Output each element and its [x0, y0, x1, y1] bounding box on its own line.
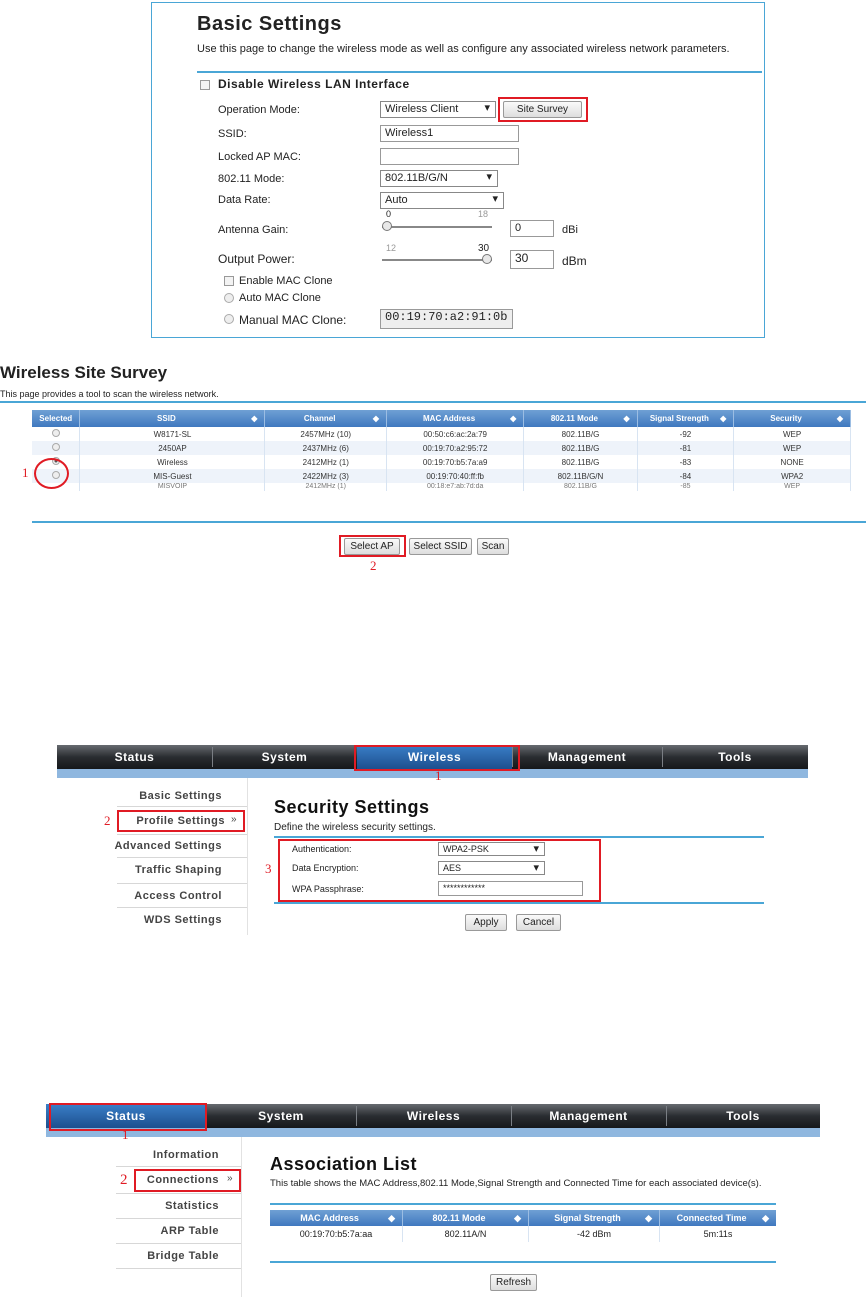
- sort-icon: ◆: [762, 1212, 769, 1223]
- encryption-value: AES: [443, 863, 462, 873]
- nav-wireless[interactable]: Wireless: [406, 1109, 461, 1123]
- chevron-right-icon: »: [231, 814, 237, 825]
- sidebar-item-access-control[interactable]: Access Control: [134, 890, 222, 902]
- cell-channel: 2457MHz (10): [265, 427, 387, 441]
- divider: [116, 1218, 241, 1219]
- ssid-input[interactable]: Wireless1: [380, 125, 519, 142]
- rate-value: Auto: [385, 194, 408, 206]
- divider: [116, 1268, 241, 1269]
- page-description: Use this page to change the wireless mode as well as configure any associated wireless network parameters.: [197, 43, 730, 55]
- chevron-right-icon: »: [227, 1173, 233, 1184]
- sort-icon: ◆: [251, 414, 258, 423]
- cell-mode: 802.11B/G/N: [524, 469, 637, 483]
- antenna-min: 0: [386, 209, 392, 219]
- col-label: 802.11 Mode: [550, 414, 598, 423]
- sidebar-item-wds-settings[interactable]: WDS Settings: [143, 914, 222, 926]
- sidebar-item-basic-settings[interactable]: Basic Settings: [139, 790, 222, 802]
- cell-signal: -92: [637, 427, 734, 441]
- highlight-selected-radio: [34, 458, 69, 489]
- cell-ssid: MIS-Guest: [80, 469, 265, 483]
- step-number: 2: [370, 558, 377, 573]
- nav-system[interactable]: System: [261, 750, 308, 764]
- sidebar-item-advanced-settings[interactable]: Advanced Settings: [114, 840, 222, 852]
- col-mode[interactable]: [403, 1210, 529, 1226]
- row-radio[interactable]: [52, 443, 60, 451]
- col-mode[interactable]: [524, 410, 637, 427]
- op-mode-label: Operation Mode:: [218, 104, 300, 116]
- page-description: This table shows the MAC Address,802.11 Mode,Signal Strength and Connected Time for each associated device(s).: [270, 1178, 762, 1189]
- cell-mode: 802.11B/G: [524, 455, 637, 469]
- table-header-row: [270, 1210, 776, 1226]
- col-mac[interactable]: [270, 1210, 403, 1226]
- divider: [274, 836, 764, 838]
- output-slider-track: [382, 259, 492, 261]
- apply-button[interactable]: Apply: [465, 914, 507, 931]
- nav-status[interactable]: Status: [46, 1104, 206, 1128]
- encryption-select[interactable]: [438, 861, 545, 875]
- nav-status[interactable]: Status: [114, 750, 155, 764]
- auto-clone-label: Auto MAC Clone: [239, 292, 321, 304]
- col-signal[interactable]: [637, 410, 734, 427]
- sidebar-item-statistics[interactable]: Statistics: [165, 1200, 219, 1212]
- table-row[interactable]: [32, 427, 851, 441]
- disable-wlan-checkbox[interactable]: [200, 80, 210, 90]
- sidebar-item-profile-settings[interactable]: Profile Settings: [136, 815, 225, 827]
- cancel-button[interactable]: Cancel: [516, 914, 561, 931]
- sidebar-item-bridge-table[interactable]: Bridge Table: [147, 1250, 219, 1262]
- refresh-button[interactable]: Refresh: [490, 1274, 537, 1291]
- table-row[interactable]: [32, 469, 851, 483]
- sort-icon: ◆: [372, 414, 380, 423]
- col-label: 802.11 Mode: [432, 1212, 486, 1223]
- step-number: 2: [104, 813, 111, 828]
- nav-management[interactable]: Management: [549, 1109, 628, 1123]
- divider: [116, 1243, 241, 1244]
- mode-label: 802.11 Mode:: [218, 173, 285, 185]
- cell-time: 5m:11s: [703, 1229, 733, 1239]
- divider: [117, 834, 247, 835]
- table-row[interactable]: [270, 1226, 776, 1242]
- col-mac[interactable]: [387, 410, 524, 427]
- divider: [270, 1203, 776, 1205]
- cell-security: WEP: [734, 483, 851, 491]
- sort-icon: ◆: [645, 1212, 652, 1223]
- survey-description: This page provides a tool to scan the wireless network.: [0, 389, 219, 399]
- ssid-label: SSID:: [218, 128, 247, 140]
- cell-channel: 2437MHz (6): [265, 441, 387, 455]
- cell-signal: -83: [637, 455, 734, 469]
- col-label: MAC Address: [423, 414, 476, 423]
- mac-clone-label: Enable MAC Clone: [239, 275, 333, 287]
- sort-icon: ◆: [510, 414, 517, 423]
- auth-value: WPA2-PSK: [443, 844, 489, 854]
- mode-value: 802.11B/G/N: [385, 172, 448, 184]
- cell-signal: -81: [637, 441, 734, 455]
- passphrase-label: WPA Passphrase:: [292, 884, 364, 894]
- nav-management[interactable]: Management: [547, 750, 627, 764]
- manual-clone-input[interactable]: 00:19:70:a2:91:0b: [380, 309, 513, 329]
- sort-icon: ◆: [514, 1212, 521, 1223]
- cell-channel: 2412MHz (1): [265, 483, 387, 491]
- mac-clone-checkbox[interactable]: [224, 276, 234, 286]
- nav-wireless[interactable]: Wireless: [357, 745, 512, 769]
- row-select: [32, 441, 80, 455]
- cell-security: WEP: [734, 441, 851, 455]
- col-security[interactable]: [734, 410, 851, 427]
- cell-ssid: Wireless: [80, 455, 265, 469]
- auth-label: Authentication:: [292, 844, 352, 854]
- cell-security: WPA2: [734, 469, 851, 483]
- mode-select[interactable]: [380, 170, 498, 187]
- output-min: 12: [386, 243, 397, 253]
- dbm-unit: dBm: [562, 254, 587, 268]
- col-label: Connected Time: [676, 1212, 747, 1223]
- page-title: Security Settings: [274, 797, 430, 817]
- divider: [274, 902, 764, 904]
- survey-table: [32, 410, 851, 491]
- security-panel: [57, 745, 808, 935]
- sidebar-item-traffic-shaping[interactable]: Traffic Shaping: [135, 864, 222, 876]
- sort-icon: ◆: [720, 414, 727, 423]
- divider: [117, 806, 247, 807]
- select-ap-button[interactable]: Select AP: [344, 538, 400, 555]
- col-selected[interactable]: [32, 410, 80, 427]
- output-max: 30: [478, 243, 490, 254]
- op-mode-value: Wireless Client: [385, 103, 459, 115]
- row-select: [32, 427, 80, 441]
- sidebar-item-connections[interactable]: Connections: [146, 1174, 219, 1186]
- site-survey-button[interactable]: Site Survey: [503, 101, 582, 118]
- antenna-input[interactable]: 0: [510, 220, 554, 237]
- table-header-row: [32, 410, 851, 427]
- nav-tools[interactable]: Tools: [726, 1109, 760, 1123]
- cell-signal: -42 dBm: [529, 1226, 660, 1242]
- disable-wlan-label: Disable Wireless LAN Interface: [218, 77, 410, 91]
- cell-channel: 2422MHz (3): [265, 469, 387, 483]
- divider: [117, 907, 247, 908]
- cell-ssid: W8171-SL: [80, 427, 265, 441]
- dbi-unit: dBi: [562, 224, 578, 236]
- sidebar-item-arp-table[interactable]: ARP Table: [160, 1225, 219, 1237]
- row-radio[interactable]: [52, 429, 60, 437]
- antenna-max: 18: [478, 209, 489, 219]
- table-row[interactable]: [32, 455, 851, 469]
- cell-mac: 00:19:70:a2:95:72: [387, 441, 524, 455]
- sidebar-item-information[interactable]: Information: [153, 1149, 219, 1161]
- col-label: Security: [770, 414, 802, 423]
- nav-tools[interactable]: Tools: [718, 750, 752, 764]
- col-label: Selected: [39, 414, 73, 423]
- auto-clone-radio[interactable]: [224, 293, 234, 303]
- cell-mac: 00:19:70:40:ff:fb: [387, 469, 524, 483]
- cell-mode: 802.11B/G: [524, 427, 637, 441]
- col-time[interactable]: [660, 1210, 777, 1226]
- divider: [0, 401, 866, 403]
- page-title: Basic Settings: [197, 13, 342, 35]
- col-signal[interactable]: [529, 1210, 660, 1226]
- cell-mode: 802.11B/G: [524, 483, 637, 491]
- nav-system[interactable]: System: [258, 1109, 304, 1123]
- divider: [197, 71, 762, 73]
- table-row[interactable]: [32, 483, 851, 491]
- cell-mac: 00:50:c6:ac:2a:79: [387, 427, 524, 441]
- select-ssid-button[interactable]: Select SSID: [409, 538, 472, 555]
- association-table: [270, 1210, 776, 1242]
- col-channel[interactable]: [265, 410, 387, 427]
- output-input[interactable]: 30: [510, 250, 554, 269]
- col-label: Channel: [303, 414, 336, 423]
- step-number: 2: [120, 1172, 128, 1188]
- cell-mac: 00:19:70:b5:7a:a9: [387, 455, 524, 469]
- scan-button[interactable]: Scan: [477, 538, 509, 555]
- cell-mac: 00:19:70:b5:7a:aa: [270, 1226, 403, 1242]
- col-ssid[interactable]: [80, 410, 265, 427]
- page-title: Association List: [270, 1154, 418, 1174]
- cell-channel: 2412MHz (1): [265, 455, 387, 469]
- col-label: MAC Address: [300, 1212, 359, 1223]
- divider: [270, 1261, 776, 1263]
- sort-icon: ◆: [623, 414, 630, 423]
- cell-security: WEP: [734, 427, 851, 441]
- step-number: 1: [22, 465, 29, 480]
- rate-label: Data Rate:: [218, 194, 271, 206]
- cell-mode: 802.11B/G: [524, 441, 637, 455]
- manual-clone-radio[interactable]: [224, 314, 234, 324]
- rate-select[interactable]: [380, 192, 504, 209]
- cell-security: NONE: [734, 455, 851, 469]
- antenna-slider-track: [382, 226, 492, 228]
- cell-mac: 00:18:e7:ab:7d:da: [387, 483, 524, 491]
- association-panel: [46, 1104, 820, 1297]
- passphrase-input[interactable]: ************: [438, 881, 583, 896]
- col-label: SSID: [157, 414, 176, 423]
- sort-icon: ◆: [388, 1212, 395, 1223]
- op-mode-select[interactable]: [380, 101, 496, 118]
- manual-clone-label: Manual MAC Clone:: [239, 313, 347, 327]
- locked-mac-label: Locked AP MAC:: [218, 151, 301, 163]
- step-number: 1: [435, 768, 442, 783]
- cell-ssid: 2450AP: [80, 441, 265, 455]
- step-number: 3: [265, 861, 272, 876]
- sort-icon: ◆: [836, 414, 843, 423]
- locked-mac-input[interactable]: [380, 148, 519, 165]
- col-label: Signal Strength: [554, 1212, 621, 1223]
- divider: [32, 521, 866, 523]
- antenna-label: Antenna Gain:: [218, 224, 289, 236]
- cell-signal: -85: [637, 483, 734, 491]
- output-slider-handle[interactable]: [482, 254, 492, 264]
- step-number: 1: [122, 1127, 129, 1142]
- sidebar: [46, 1137, 242, 1297]
- auth-select[interactable]: [438, 842, 545, 856]
- divider: [116, 1166, 241, 1167]
- basic-settings-panel: [151, 2, 765, 338]
- cell-ssid: MISVOIP: [80, 483, 265, 491]
- col-label: Signal Strength: [649, 414, 709, 423]
- cell-mode: 802.11A/N: [403, 1226, 529, 1242]
- page-description: Define the wireless security settings.: [274, 822, 436, 833]
- output-label: Output Power:: [218, 252, 295, 266]
- survey-title: Wireless Site Survey: [0, 363, 168, 382]
- cell-signal: -84: [637, 469, 734, 483]
- divider: [116, 1193, 241, 1194]
- table-row[interactable]: [32, 441, 851, 455]
- divider: [117, 857, 247, 858]
- divider: [117, 883, 247, 884]
- encryption-label: Data Encryption:: [292, 863, 359, 873]
- antenna-slider-handle[interactable]: [382, 221, 392, 231]
